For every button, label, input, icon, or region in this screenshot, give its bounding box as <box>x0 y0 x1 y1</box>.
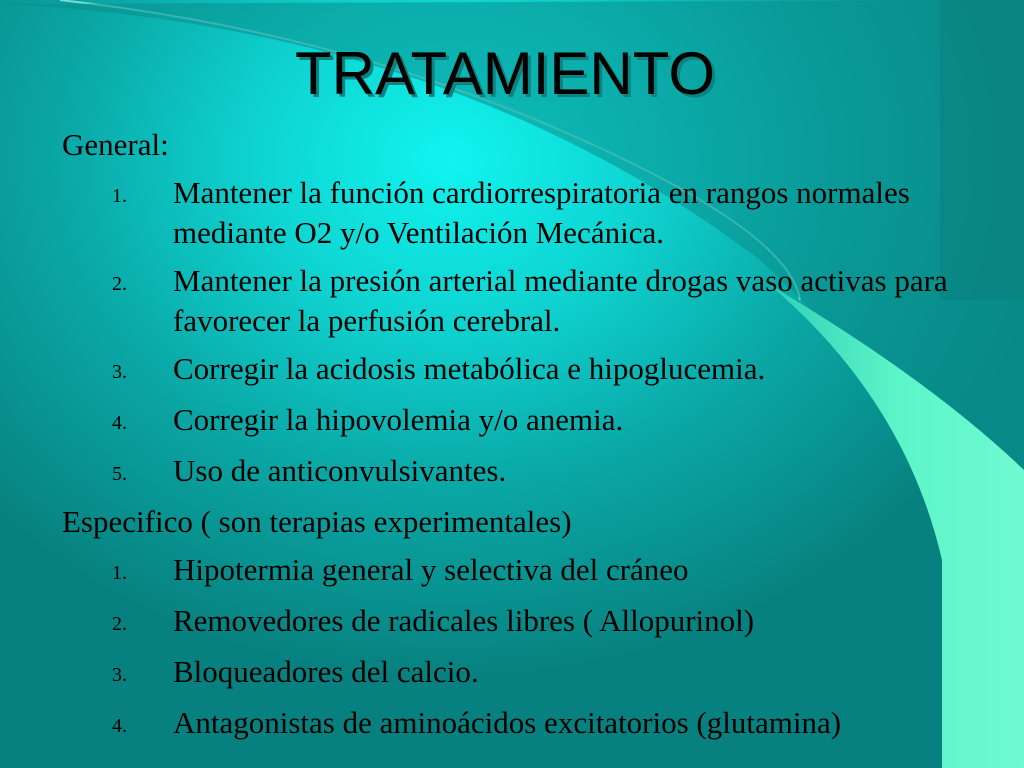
list-item-number: 4. <box>112 412 127 434</box>
list-item-text: Uso de anticonvulsivantes. <box>173 453 507 488</box>
list-item-text: Corregir la hipovolemia y/o anemia. <box>173 402 624 437</box>
specific-list <box>62 550 962 746</box>
list-item <box>62 261 962 341</box>
list-item-number: 1. <box>112 562 127 584</box>
slide-body <box>62 125 962 746</box>
specific-heading: Especifico ( son terapias experimentales) <box>62 504 572 539</box>
general-heading: General: <box>62 127 169 162</box>
list-item-text: Mantener la función cardiorrespiratoria en rangos normales mediante O2 y/o Ventilación Mecánica. <box>173 175 910 250</box>
list-item <box>62 703 962 746</box>
slide-title: TRATAMIENTO <box>295 40 715 107</box>
list-item-number: 2. <box>112 273 127 295</box>
list-item-text: Antagonistas de aminoácidos excitatorios (glutamina) <box>173 705 842 740</box>
list-item-text: Mantener la presión arterial mediante drogas vaso activas para favorecer la perfusión cerebral. <box>173 263 948 338</box>
list-item <box>62 173 962 253</box>
list-item-number: 5. <box>112 463 127 485</box>
list-item-number: 2. <box>112 613 127 635</box>
list-item <box>62 349 962 392</box>
general-list <box>62 173 962 494</box>
list-item-text: Corregir la acidosis metabólica e hipoglucemia. <box>173 351 766 386</box>
list-item <box>62 652 962 695</box>
list-item-number: 3. <box>112 664 127 686</box>
list-item-text: Bloqueadores del calcio. <box>173 654 479 689</box>
list-item-number: 1. <box>112 185 127 207</box>
list-item-number: 3. <box>112 361 127 383</box>
list-item <box>62 601 962 644</box>
list-item <box>62 400 962 443</box>
list-item-text: Hipotermia general y selectiva del cráneo <box>173 552 689 587</box>
list-item-text: Removedores de radicales libres ( Allopurinol) <box>173 603 755 638</box>
list-item <box>62 451 962 494</box>
list-item-number: 4. <box>112 715 127 737</box>
list-item <box>62 550 962 593</box>
